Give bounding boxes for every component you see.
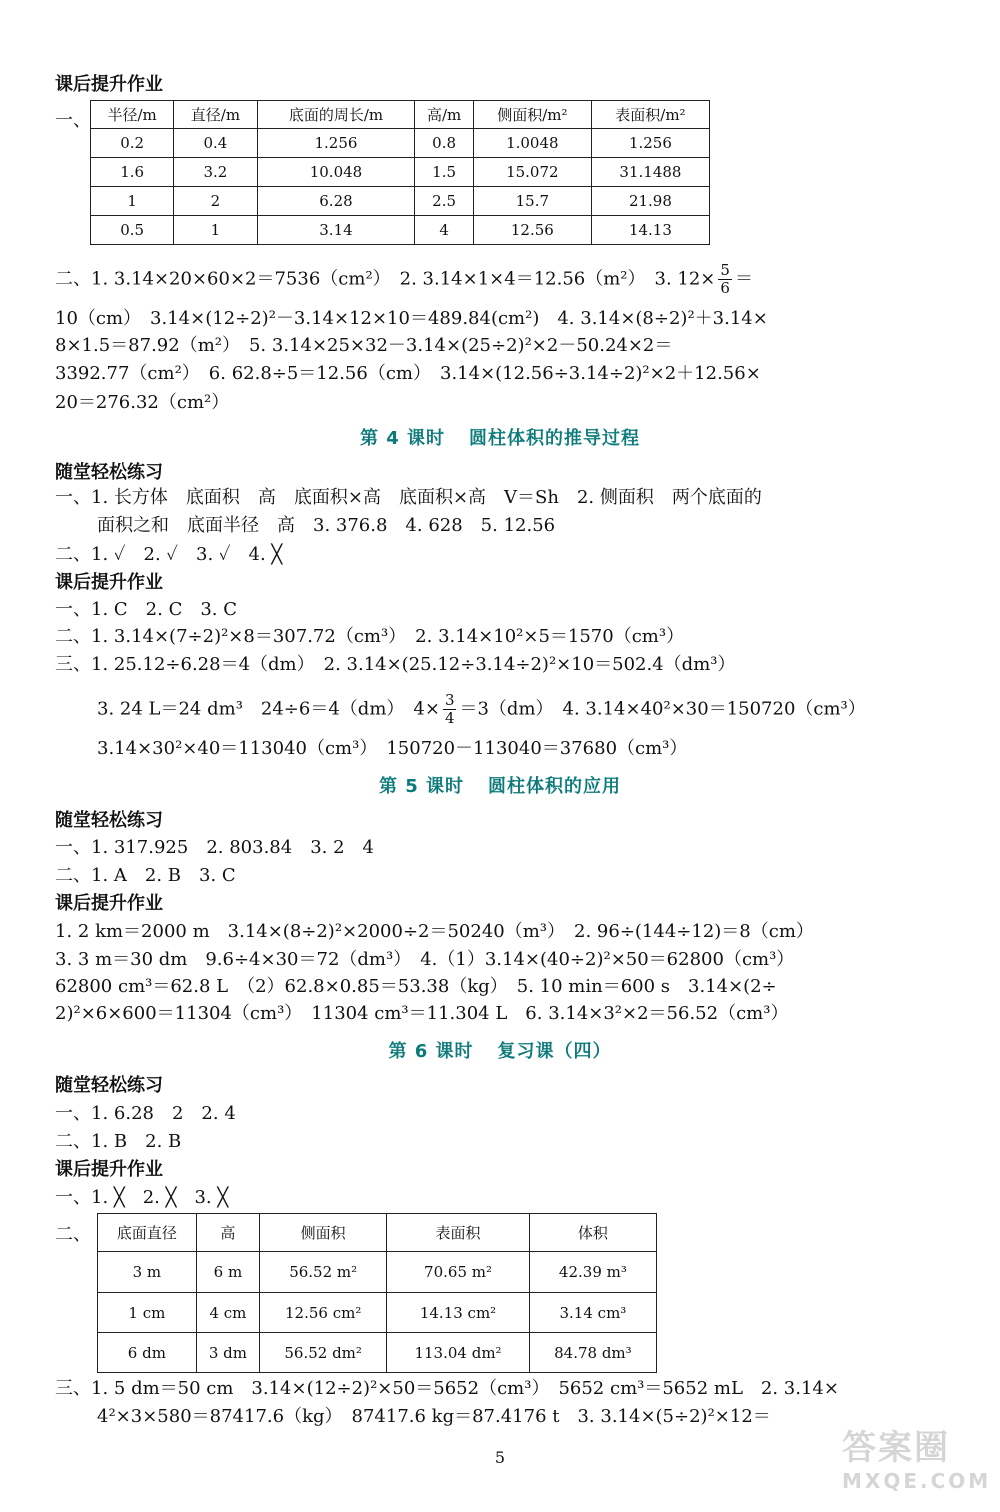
table-header: 表面积 bbox=[387, 1214, 530, 1252]
answer-line: 三、1. 5 dm＝50 cm 3.14×(12÷2)²×50＝5652（cm³） 5652 cm³＝5652 mL 2. 3.14× bbox=[55, 1378, 839, 1399]
answer-line: 10（cm） 3.14×(12÷2)²－3.14×12×10＝489.84(cm²) 4. 3.14×(8÷2)²＋3.14× bbox=[55, 308, 768, 329]
table-header: 侧面积/m² bbox=[473, 101, 591, 129]
watermark-logo bbox=[842, 1420, 992, 1500]
answer-line: 3.14×30²×40＝113040（cm³） 150720－113040＝37680（cm³） bbox=[97, 738, 688, 759]
table-cell: 1.256 bbox=[257, 129, 415, 158]
table-cell: 42.39 m³ bbox=[529, 1252, 656, 1293]
table-row bbox=[98, 1333, 657, 1373]
lesson-name: 圆柱体积的应用 bbox=[488, 776, 622, 797]
table-header: 高/m bbox=[415, 101, 473, 129]
fraction-numerator: 5 bbox=[720, 261, 730, 279]
answer-line: 8×1.5＝87.92（m²） 5. 3.14×25×32－3.14×(25÷2)²×2－50.24×2＝ bbox=[55, 335, 673, 356]
table-cell: 3.2 bbox=[174, 158, 257, 187]
table-row bbox=[91, 216, 710, 245]
table-header: 体积 bbox=[529, 1214, 656, 1252]
answer-line: 一、1. C 2. C 3. C bbox=[55, 599, 238, 620]
answer-line: 20＝276.32（cm²） bbox=[55, 392, 230, 413]
table-row bbox=[91, 158, 710, 187]
table-cell: 3 m bbox=[98, 1252, 197, 1293]
lesson-number: 第 4 课时 bbox=[359, 428, 446, 449]
table-cell: 0.8 bbox=[415, 129, 473, 158]
table-cell: 1.6 bbox=[91, 158, 174, 187]
lesson-number: 第 5 课时 bbox=[378, 776, 465, 797]
answer-line: 3392.77（cm²） 6. 62.8÷5＝12.56（cm） 3.14×(12.56÷3.14÷2)²×2＋12.56× bbox=[55, 363, 761, 384]
table-header: 半径/m bbox=[91, 101, 174, 129]
table-header: 底面的周长/m bbox=[257, 101, 415, 129]
table-cell: 3.14 bbox=[257, 216, 415, 245]
lesson-title bbox=[0, 424, 1000, 450]
table-cell: 21.98 bbox=[591, 187, 709, 216]
answer-line: 2)²×6×600＝11304（cm³） 11304 cm³＝11.304 L 6. 3.14×3²×2＝56.52（cm³） bbox=[55, 1003, 789, 1024]
answer-line: 二、1. 3.14×(7÷2)²×8＝307.72（cm³） 2. 3.14×10²×5＝1570（cm³） bbox=[55, 626, 685, 647]
lesson-name: 圆柱体积的推导过程 bbox=[469, 428, 641, 449]
answer-line: 一、1. 6.28 2 2. 4 bbox=[55, 1103, 236, 1124]
table-header: 直径/m bbox=[174, 101, 257, 129]
answer-line: 一、1. 317.925 2. 803.84 3. 2 4 bbox=[55, 837, 375, 858]
table-cell: 1.256 bbox=[591, 129, 709, 158]
question-number: 一、 bbox=[55, 110, 91, 131]
fraction bbox=[443, 692, 457, 727]
table-cell: 4 cm bbox=[196, 1293, 259, 1333]
table-cell: 15.072 bbox=[473, 158, 591, 187]
answer-text: ＝3（dm） 4. 3.14×40²×30＝150720（cm³） bbox=[459, 698, 866, 720]
answer-text: 3. 24 L＝24 dm³ 24÷6＝4（dm） 4× bbox=[97, 698, 440, 720]
table-row bbox=[91, 129, 710, 158]
table-cell: 0.4 bbox=[174, 129, 257, 158]
section-heading: 课后提升作业 bbox=[55, 74, 163, 95]
section-heading: 课后提升作业 bbox=[55, 893, 163, 914]
table-cell: 10.048 bbox=[257, 158, 415, 187]
answer-line: 1. 2 km＝2000 m 3.14×(8÷2)²×2000÷2＝50240（m³） 2. 96÷(144÷12)＝8（cm） bbox=[55, 921, 814, 942]
answer-line: 二、1. A 2. B 3. C bbox=[55, 865, 236, 886]
answer-line: 三、1. 25.12÷6.28＝4（dm） 2. 3.14×(25.12÷3.14÷2)²×10＝502.4（dm³） bbox=[55, 654, 736, 675]
question-number: 二、 bbox=[55, 1224, 91, 1245]
table-cell: 31.1488 bbox=[591, 158, 709, 187]
table-cell: 1 bbox=[174, 216, 257, 245]
section-heading: 随堂轻松练习 bbox=[55, 1075, 163, 1096]
lesson-name: 复习课（四） bbox=[497, 1041, 612, 1062]
table-cell: 70.65 m² bbox=[387, 1252, 530, 1293]
section-heading: 课后提升作业 bbox=[55, 572, 163, 593]
table-header: 表面积/m² bbox=[591, 101, 709, 129]
lesson-title bbox=[0, 1037, 1000, 1063]
lesson-number: 第 6 课时 bbox=[388, 1041, 474, 1062]
watermark-url: MXQE.COM bbox=[842, 1469, 992, 1493]
fraction-denominator: 6 bbox=[720, 279, 730, 297]
answer-line: 4²×3×580＝87417.6（kg） 87417.6 kg＝87.4176 t 3. 3.14×(5÷2)²×12＝ bbox=[97, 1406, 771, 1427]
table-cell: 6 m bbox=[196, 1252, 259, 1293]
table-cell: 1 bbox=[91, 187, 174, 216]
table-cell: 113.04 dm² bbox=[387, 1333, 530, 1373]
table-cell: 0.2 bbox=[91, 129, 174, 158]
data-table-2 bbox=[97, 1213, 657, 1373]
section-heading: 随堂轻松练习 bbox=[55, 810, 163, 831]
table-cell: 56.52 m² bbox=[260, 1252, 387, 1293]
table-row bbox=[91, 187, 710, 216]
table-cell: 3.14 cm³ bbox=[529, 1293, 656, 1333]
answer-line: 二、1. ✓ 2. ✓ 3. ✓ 4. ╳ bbox=[55, 544, 283, 565]
table-header: 底面直径 bbox=[98, 1214, 197, 1252]
table-cell: 84.78 dm³ bbox=[529, 1333, 656, 1373]
answer-text: ＝ bbox=[734, 268, 753, 290]
data-table-1 bbox=[90, 100, 710, 245]
page-number: 5 bbox=[494, 1448, 506, 1467]
table-cell: 1.0048 bbox=[473, 129, 591, 158]
table-cell: 3 dm bbox=[196, 1333, 259, 1373]
section-heading: 随堂轻松练习 bbox=[55, 462, 163, 483]
answer-line: 62800 cm³＝62.8 L （2）62.8×0.85＝53.38（kg） 5. 10 min＝600 s 3.14×(2÷ bbox=[55, 976, 777, 997]
table-cell: 2 bbox=[174, 187, 257, 216]
table-cell: 1 cm bbox=[98, 1293, 197, 1333]
fraction-numerator: 3 bbox=[444, 691, 455, 709]
table-cell: 12.56 cm² bbox=[260, 1293, 387, 1333]
table-row bbox=[98, 1252, 657, 1293]
answer-line: 一、1. 长方体 底面积 高 底面积×高 底面积×高 V＝Sh 2. 侧面积 两个底面的 bbox=[55, 487, 762, 508]
answer-line: 二、1. B 2. B bbox=[55, 1131, 182, 1152]
section-heading: 课后提升作业 bbox=[55, 1159, 163, 1180]
table-row bbox=[98, 1293, 657, 1333]
table-cell: 0.5 bbox=[91, 216, 174, 245]
answer-line bbox=[97, 692, 960, 727]
table-cell: 14.13 bbox=[591, 216, 709, 245]
fraction-denominator: 4 bbox=[444, 709, 455, 727]
answer-line: 一、1. ╳ 2. ╳ 3. ╳ bbox=[55, 1187, 229, 1208]
table-cell: 56.52 dm² bbox=[260, 1333, 387, 1373]
watermark-text: 答案圈 bbox=[842, 1428, 950, 1468]
table-cell: 6.28 bbox=[257, 187, 415, 216]
fraction bbox=[718, 262, 732, 297]
table-cell: 15.7 bbox=[473, 187, 591, 216]
table-header: 高 bbox=[196, 1214, 259, 1252]
table-header: 侧面积 bbox=[260, 1214, 387, 1252]
table-cell: 1.5 bbox=[415, 158, 473, 187]
lesson-title bbox=[0, 772, 1000, 798]
answer-text: 二、1. 3.14×20×60×2＝7536（cm²） 2. 3.14×1×4＝12.56（m²） 3. 12× bbox=[55, 268, 716, 290]
answer-line: 面积之和 底面半径 高 3. 376.8 4. 628 5. 12.56 bbox=[97, 515, 556, 536]
table-cell: 14.13 cm² bbox=[387, 1293, 530, 1333]
answer-line bbox=[55, 262, 960, 297]
answer-line: 3. 3 m＝30 dm 9.6÷4×30＝72（dm³） 4.（1）3.14×(40÷2)²×50＝62800（cm³） bbox=[55, 949, 795, 970]
table-cell: 2.5 bbox=[415, 187, 473, 216]
table-cell: 6 dm bbox=[98, 1333, 197, 1373]
table-cell: 12.56 bbox=[473, 216, 591, 245]
table-cell: 4 bbox=[415, 216, 473, 245]
